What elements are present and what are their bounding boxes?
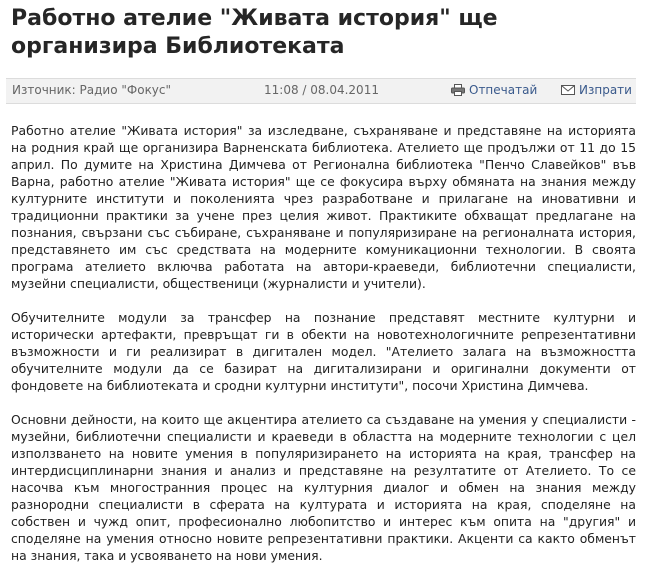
article-paragraph-3: Основни дейности, на които ще акцентира ателието са създаване на умения у специалисти - музейни, библиотечни специалисти и краеведи в областта на модерните технологии с цел използването на новите умения в популяризирането на историята на края, трансфер на интердисциплинарни знания и анализ и представяне на резултатите от Ателието. То се насочва към многостранния процес на културния диалог и обмен на знания между разнородни специалисти в сферата на културата и историята на края, споделяне на собствен и чужд опит, професионално любопитство и интерес към опита на "другия" и споделяне на умения относно новите репрезентативни практики. Акценти са както обменът на знания, така и усвояването на нови умения. <box>11 412 636 563</box>
printer-icon <box>451 84 465 96</box>
send-button[interactable] <box>561 83 632 97</box>
article-meta-bar <box>6 78 636 104</box>
article-paragraph-2: Обучителните модули за трансфер на познание представят местните културни и исторически артефакти, превръщат ги в обекти на новотехнологичните репрезентативни възможности и ги реализират в дигитален модел. "Ателието залага на възможността обучителните модули да се базират на дигитализирани и оригинални документи от фондовете на библиотеката и сродни културни институти", посочи Христина Димчева. <box>11 310 636 393</box>
send-label: Изпрати <box>579 83 632 97</box>
article-paragraph-1: Работно ателие "Живата история" за изследване, съхраняване и представяне на историята на родния край ще организира Варненската библиотека. Ателието ще продължи от 11 до 15 април. По думите на Христина Димчева от Регионална библиотека "Пенчо Славейков" във Варна, работно ателие "Живата история" ще се фокусира върху обмяната на знания между културните институти и поколенията чрез разработване и прилагане на иновативни и традиционни практики за учене през целия живот. Практиките обхващат предлагане на познания, свързани със събиране, съхраняване и популяризиране на регионалната история, представянето им със средствата на модерните комуникационни технологии. В своята програма ателието включва работата на автори-краеведи, библиотечни специалисти, музейни специалисти, общественици (журналисти и учители). <box>11 123 636 291</box>
article-source: Източник: Радио "Фокус" <box>12 83 172 97</box>
envelope-icon <box>561 84 575 96</box>
article-body <box>11 122 636 581</box>
print-button[interactable] <box>451 83 537 97</box>
page-title: Работно ателие "Живата история" ще организира Библиотеката <box>11 6 498 59</box>
print-label: Отпечатай <box>469 83 538 97</box>
article-datetime: 11:08 / 08.04.2011 <box>264 83 379 97</box>
